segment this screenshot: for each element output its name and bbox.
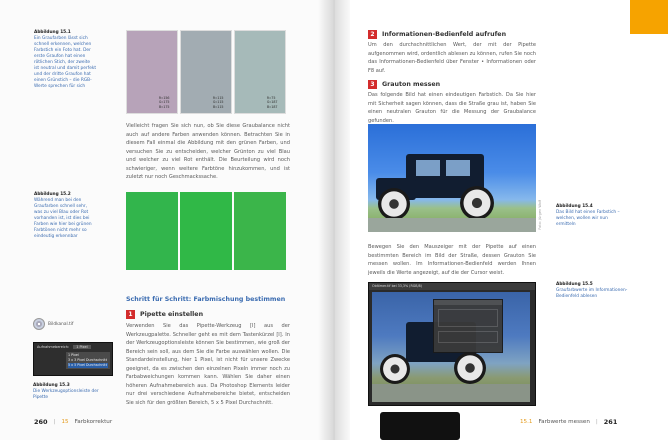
step-title: Pipette einstellen — [140, 311, 204, 318]
car-window — [446, 160, 470, 176]
swatch-values — [159, 96, 170, 110]
step-3-heading — [368, 80, 440, 89]
chapter-number: 15.1 — [520, 419, 533, 425]
gray-swatch-1 — [126, 30, 178, 114]
info-panel-header — [434, 300, 502, 305]
caption-15-1 — [34, 30, 96, 90]
dark-object — [380, 412, 460, 440]
dropdown-option[interactable]: 1 Pixel — [68, 353, 79, 357]
g-value: G=187 — [267, 100, 278, 104]
folio-separator: | — [595, 419, 598, 425]
chapter-title: Farbwerte messen — [538, 419, 590, 425]
caption-label: Abbildung 15.5 — [556, 282, 593, 287]
chapter-tab — [630, 0, 668, 34]
caption-15-3 — [33, 383, 113, 401]
swatch-values — [267, 96, 278, 110]
gray-swatch-2 — [180, 30, 232, 114]
left-folio — [34, 418, 112, 426]
road — [368, 218, 536, 232]
r-value: R=115 — [213, 95, 224, 100]
r-value: R=75 — [267, 95, 276, 100]
step-number: 2 — [368, 30, 377, 39]
caption-text: Graufarbwerte im Informationen-Bedienfeld ablesen — [556, 288, 628, 299]
step-2-text: Um den durchschnittlichen Wert, der mit der Pipette aufgenommen wird, ordentlich ablesen zu können, rufen Sie noch das Informationen-Bedienfeld über Fenster • Informationen oder F8 auf. — [368, 42, 536, 74]
caption-label: Abbildung 15.1 — [34, 30, 71, 35]
car-wheel — [460, 186, 494, 220]
page-number: 260 — [34, 418, 48, 426]
step-1-heading — [126, 310, 203, 319]
toolbar-screenshot — [33, 342, 113, 376]
gray-swatch-3 — [234, 30, 286, 114]
step-title: Informationen-Bedienfeld aufrufen — [382, 31, 507, 38]
caption-15-2 — [34, 192, 96, 240]
swatch-values — [213, 96, 224, 110]
info-panel — [433, 299, 503, 353]
caption-15-5 — [556, 282, 634, 300]
green-swatch-2 — [180, 192, 232, 270]
caption-label: Abbildung 15.2 — [34, 192, 71, 197]
car-wheel — [378, 188, 410, 220]
paragraph-1: Vielleicht fragen Sie sich nun, ob Sie diese Graubalance nicht auch auf andere Farben anwenden können. Betrachten Sie in diesem Fall einmal die Abbildung mit den grünen Farben, und versuchen Sie zu entscheiden, welcher Grünton zu viel Blau und welcher zu viel Rot enthält. Die Beurteilung wird noch schwieriger, wenn weitere Farbtöne hinzukommen, und ist zuletzt nur noch Geschmackssache. — [126, 123, 290, 180]
road — [372, 384, 530, 402]
page-number: 261 — [603, 418, 618, 426]
info-values-box — [438, 309, 498, 327]
chapter-number: 15 — [61, 419, 69, 425]
vintage-car-photo — [368, 124, 536, 232]
b-value: B=115 — [213, 104, 224, 109]
gray-swatches — [126, 30, 286, 114]
r-value: R=156 — [159, 95, 170, 100]
paragraph-2: Bewegen Sie den Mauszeiger mit der Pipette auf einen bestimmten Bereich im Bild der Straße, dessen Grauton Sie messen wollen. Im Informationen-Bedienfeld werden Ihnen jeweils die Werte angezeigt, auf die der Cursor weist. — [368, 244, 536, 276]
screenshot-titlebar: Oldtimer.tif bei 33,3% (RGB/8) — [369, 283, 535, 290]
right-folio — [520, 418, 617, 426]
dvd-label: Bildkanal.tif — [48, 322, 74, 327]
section-title: Schritt für Schritt: Farbmischung bestimmen — [126, 296, 286, 303]
g-value: G=175 — [159, 100, 170, 104]
caption-text: Das Bild hat einen Farbstich – welchen, wollen wir nun ermitteln — [556, 210, 620, 227]
g-value: G=115 — [213, 100, 224, 104]
car-wheel — [454, 352, 486, 384]
dropdown-option[interactable]: 3 x 3 Pixel Durchschnitt — [68, 358, 107, 362]
step-title: Grauton messen — [382, 81, 441, 88]
step-3-text: Das folgende Bild hat einen eindeutigen Farbstich. Da Sie hier mit Sicherheit sagen können, dass die Straße grau ist, haben Sie einen neutralen Grauton für die Messung der Graubalance gefunden. — [368, 92, 536, 124]
toolbar-dropdown — [66, 352, 110, 369]
green-swatch-1 — [126, 192, 178, 270]
toolbar-header — [34, 343, 112, 351]
dropdown-option[interactable]: 5 x 5 Pixel Durchschnitt — [68, 363, 107, 367]
green-swatches — [126, 192, 286, 270]
photo-credit: Foto: Jürgen Wolf — [538, 200, 542, 230]
caption-label: Abbildung 15.4 — [556, 204, 593, 209]
step-2-heading — [368, 30, 506, 39]
caption-text: Ein Graufarben lässt sich schnell erkennen, welchen Farbstich ein Foto hat. Der erste Graufon hat einen rötlichen Stich, der zweite ist neutral und damit perfekt und der dritte Graufon hat einen Grünstich – die RGB-Werte sprechen für sich — [34, 36, 97, 89]
toolbar-header-label: Aufnahmebereich: — [37, 345, 70, 349]
dvd-icon — [33, 318, 45, 330]
info-xy-box — [438, 331, 498, 343]
car-window — [416, 160, 440, 176]
step-number: 3 — [368, 80, 377, 89]
step-1-text: Verwenden Sie das Pipette-Werkzeug [I] aus der Werkzeugpalette. Schneller geht es mit dem Tastenkürzel [I]. In der Werkzeugoptionsleiste können Sie bestimmen, wie groß der Bereich sein soll, aus dem Sie die Farbe auswählen wollen. Die Standardeinstellung, hier 1 Pixel, ist nicht für unsere Zwecke geeignet, da es zwischen den einzelnen Pixeln immer noch zu Farbabweichungen kommen kann. Wählen Sie daher einen höheren Aufnahmebereich aus. Da Photoshop Elements leider nur drei verschiedene Aufnahmebereiche bietet, entscheiden Sie sich für den größten Bereich, 5 x 5 Pixel Durchschnitt. — [126, 323, 290, 406]
caption-15-4 — [556, 204, 628, 228]
step-number: 1 — [126, 310, 135, 319]
chapter-title: Farbkorrektur — [74, 419, 113, 425]
folio-separator: | — [53, 419, 56, 425]
green-swatch-3 — [234, 192, 286, 270]
app-screenshot — [368, 282, 536, 406]
caption-text: Während man bei den Graufarben schnell sehr, was zu viel Blau oder Rot vorhanden ist, ist dies bei Farben wie hier bei grünen Farbtönen nicht mehr so eindeutig erkennbar — [34, 198, 92, 239]
caption-label: Abbildung 15.3 — [33, 383, 70, 388]
b-value: B=187 — [267, 104, 278, 109]
right-page — [334, 0, 668, 440]
car-wheel — [380, 354, 410, 384]
caption-text: Die Werkzeugoptionsleiste der Pipette — [33, 389, 99, 400]
b-value: B=175 — [159, 104, 170, 109]
toolbar-select[interactable]: 1 Pixel — [73, 345, 90, 349]
